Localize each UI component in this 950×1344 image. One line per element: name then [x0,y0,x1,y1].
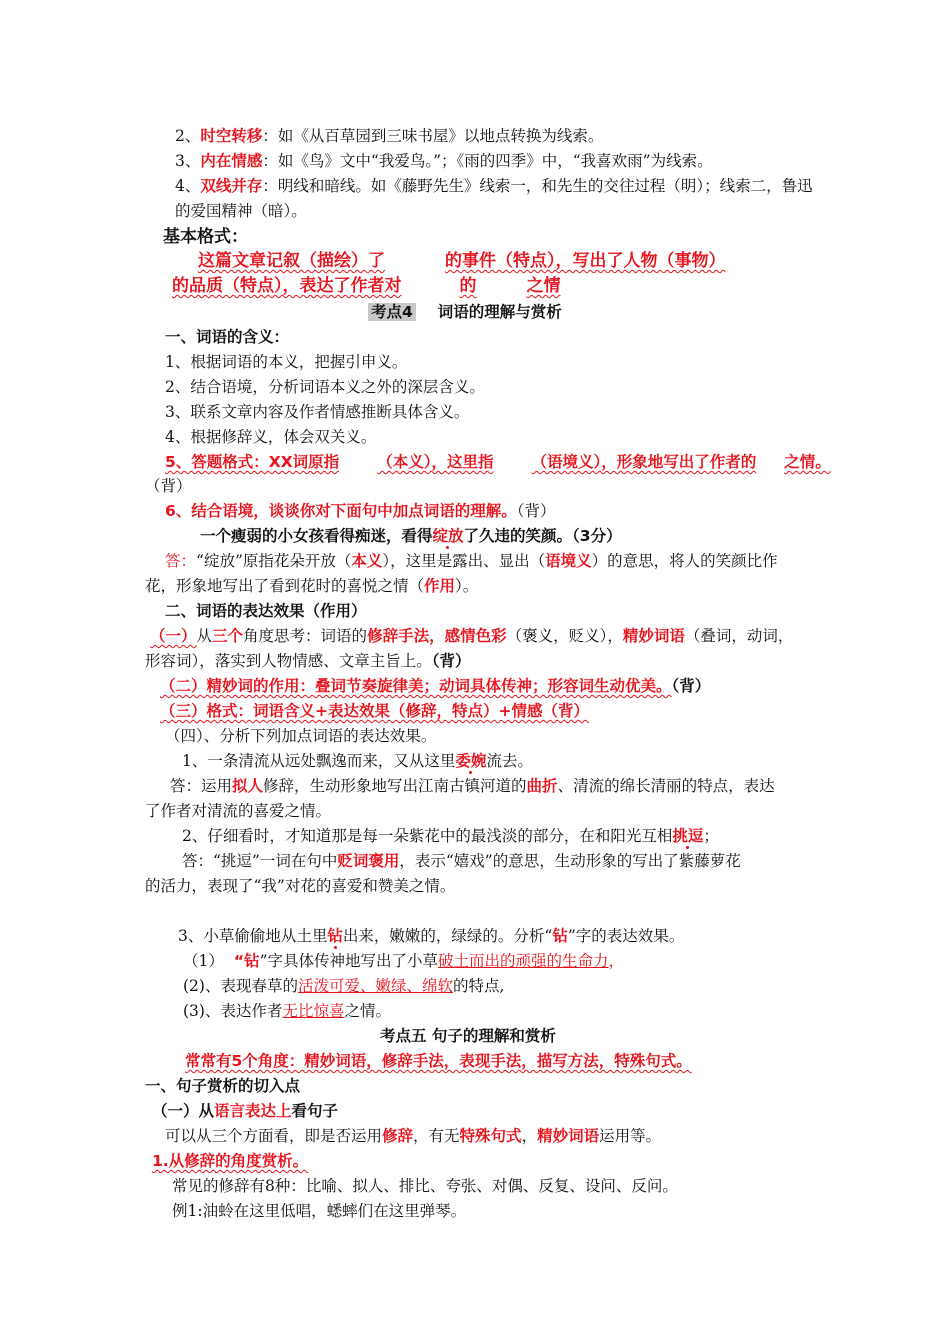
section-title-kaodian4: 考点4 词语的理解与赏析 [368,301,562,323]
list-item: 2、结合语境，分析词语本义之外的深层含义。 [165,378,485,396]
basic-format-line-1: 这篇文章记叙（描绘）了 的事件（特点），写出了人物（事物） [198,251,726,271]
list-item: 4、根据修辞义，体会双关义。 [165,428,377,446]
clue-item-3: 3、内在情感：如《鸟》文中“我爱鸟。”；《雨的四季》中，“我喜欢雨”为线索。 [175,152,713,170]
heading-expression-effect: 二、词语的表达效果（作用） [165,602,367,620]
question-2: 2、仔细看时，才知道那是每一朵紫花中的最浅淡的部分，在和阳光互相挑逗； [182,827,719,845]
point-2: （二）精妙词的作用：叠词节奏旋律美；动词具体传神；形容词生动优美。（背） [160,677,711,695]
answer-q3-1: （1） “钻”字具体传神地写出了小草破土而出的顽强的生命力， [183,952,625,970]
point-1-cont: 形容词），落实到人物情感、文章主旨上。（背） [145,652,471,670]
question-1: 1、一条清流从远处飘逸而来，又从这里委婉流去。 [182,752,533,770]
rhetoric-types-line: 常见的修辞有8种：比喻、拟人、排比、夸张、对偶、反复、设问、反问。 [172,1177,678,1195]
answer-1: 答：“绽放”原指花朵开放（本义），这里是露出、显出（语境义）的意思，将人的笑颜比作 [165,552,778,570]
example-sentence-1: 一个瘦弱的小女孩看得痴迷，看得绽放了久违的笑颜。（3分） [200,527,622,545]
heading-word-meaning: 一、词语的含义： [165,328,290,346]
answer-q3-3: (3)、表达作者无比惊喜之情。 [183,1002,391,1020]
basic-format-line-2: 的品质（特点），表达了作者对 的 之情 [172,276,561,296]
subheading-language: （一）从语言表达上看句子 [152,1102,339,1120]
answer-q2-cont: 的活力，表现了“我”对花的喜爱和赞美之情。 [145,877,456,895]
answer-q3-2: (2)、表现春草的活泼可爱、嫩绿、绵软的特点, [183,977,505,995]
example-1-line: 例1:油蛉在这里低唱，蟋蟀们在这里弹琴。 [172,1202,467,1220]
point-4: （四）、分析下列加点词语的表达效果。 [165,727,437,745]
answer-q1: 答：运用拟人修辞，生动形象地写出江南古镇河道的曲折、清流的绵长清丽的特点，表达 [170,777,775,795]
answer-q1-cont: 了作者对清流的喜爱之情。 [145,802,332,820]
clue-item-2: 2、时空转移：如《从百草园到三味书屋》以地点转换为线索。 [175,127,604,145]
question-3: 3、小草偷偷地从土里钻出来，嫩嫩的，绿绿的。分析“钻”字的表达效果。 [178,927,685,945]
rhetoric-heading: 1.从修辞的角度赏析。 [152,1152,309,1170]
memorize-note: （背） [145,477,192,495]
point-3: （三）格式：词语含义+表达效果（修辞，特点）+情感（背） [160,702,589,720]
five-angles-line: 常常有5个角度：精妙词语，修辞手法，表现手法，描写方法，特殊句式。 [185,1052,692,1070]
list-item: 1、根据词语的本义，把握引申义。 [165,353,408,371]
point-1: （一）从三个角度思考：词语的修辞手法，感情色彩（褒义，贬义），精妙词语（叠词，动词， [150,627,794,645]
three-aspects-line: 可以从三个方面看，即是否运用修辞，有无特殊句式，精妙词语运用等。 [165,1127,662,1145]
answer-format-line: 5、答题格式：XX词原指 （本义），这里指 （语境义），形象地写出了作者的 之情。 [165,453,831,471]
heading-sentence-entry: 一、句子赏析的切入点 [145,1077,301,1095]
basic-format-heading: 基本格式： [163,227,248,247]
clue-item-4-cont: 的爱国精神（暗）。 [175,202,307,220]
exercise-instruction: 6、结合语境，谈谈你对下面句中加点词语的理解。（背） [165,502,556,520]
section-title-kaodian5: 考点五 句子的理解和赏析 [380,1027,556,1045]
answer-1-cont: 花，形象地写出了看到花时的喜悦之情（作用）。 [145,577,479,595]
clue-item-4: 4、双线并存：明线和暗线。如《藤野先生》线索一，和先生的交往过程（明）；线索二，鲁迅 [175,177,813,195]
list-item: 3、联系文章内容及作者情感推断具体含义。 [165,403,470,421]
answer-q2: 答：“挑逗”一词在句中贬词褒用，表示“嬉戏”的意思，生动形象的写出了紫藤萝花 [182,852,741,870]
